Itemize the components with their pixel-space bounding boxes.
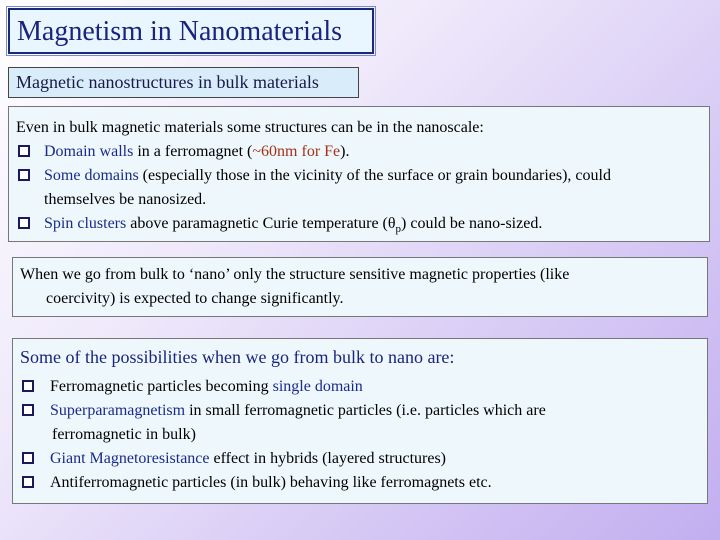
panel2-line1: When we go from bulk to ‘nano’ only the structure sensitive magnetic properties (like	[20, 266, 570, 283]
checkbox-bullet-icon	[22, 404, 34, 416]
item-text: effect in hybrids (layered structures)	[213, 450, 446, 467]
item-text: above paramagnetic Curie temperature (	[130, 215, 388, 232]
list-item	[16, 212, 702, 241]
slide-title: Magnetism in Nanomaterials	[8, 8, 374, 54]
item-continuation: ferromagnetic in bulk)	[52, 426, 196, 443]
checkbox-bullet-icon	[18, 217, 30, 229]
list-item	[16, 164, 702, 188]
highlight-some-domains: Some domains	[44, 167, 139, 184]
item-text: Antiferromagnetic particles (in bulk) behaving like ferromagnets etc.	[50, 474, 492, 491]
highlight-domain-walls: Domain walls	[44, 143, 134, 160]
panel1-intro: Even in bulk magnetic materials some structures can be in the nanoscale:	[16, 119, 484, 136]
checkbox-bullet-icon	[18, 169, 30, 181]
theta-symbol: θ	[387, 215, 396, 232]
checkbox-bullet-icon	[22, 452, 34, 464]
item-continuation: themselves be nanosized.	[44, 191, 207, 208]
nanoscale-structures-panel	[8, 106, 710, 242]
possibilities-panel	[12, 338, 708, 504]
panel2-line2: coercivity) is expected to change significantly.	[46, 290, 344, 307]
list-item	[20, 447, 700, 471]
highlight-superparamagnetism: Superparamagnetism	[50, 402, 186, 419]
item-text: (especially those in the vicinity of the surface or grain boundaries), could	[142, 167, 611, 184]
panel3-lead: Some of the possibilities when we go from bulk to nano are:	[20, 347, 455, 367]
highlight-60nm-fe: ~60nm for Fe	[252, 143, 341, 160]
theta-subscript: p	[395, 223, 402, 236]
list-item	[20, 375, 700, 399]
highlight-spin-clusters: Spin clusters	[44, 215, 127, 232]
item-text: in small ferromagnetic particles (i.e. particles which are	[189, 402, 546, 419]
checkbox-bullet-icon	[22, 476, 34, 488]
item-text-end: ) could be nano-sized.	[401, 215, 543, 232]
list-item	[20, 399, 700, 423]
structure-sensitive-panel	[12, 257, 708, 317]
item-text-end: ).	[340, 143, 350, 160]
list-item	[20, 471, 700, 495]
item-text: in a ferromagnet (	[137, 143, 253, 160]
highlight-single-domain: single domain	[272, 378, 363, 395]
checkbox-bullet-icon	[22, 380, 34, 392]
list-item	[16, 140, 702, 164]
checkbox-bullet-icon	[18, 145, 30, 157]
slide-subtitle: Magnetic nanostructures in bulk materials	[8, 67, 359, 98]
item-text: Ferromagnetic particles becoming	[50, 378, 269, 395]
highlight-giant-magnetoresistance: Giant Magnetoresistance	[50, 450, 210, 467]
